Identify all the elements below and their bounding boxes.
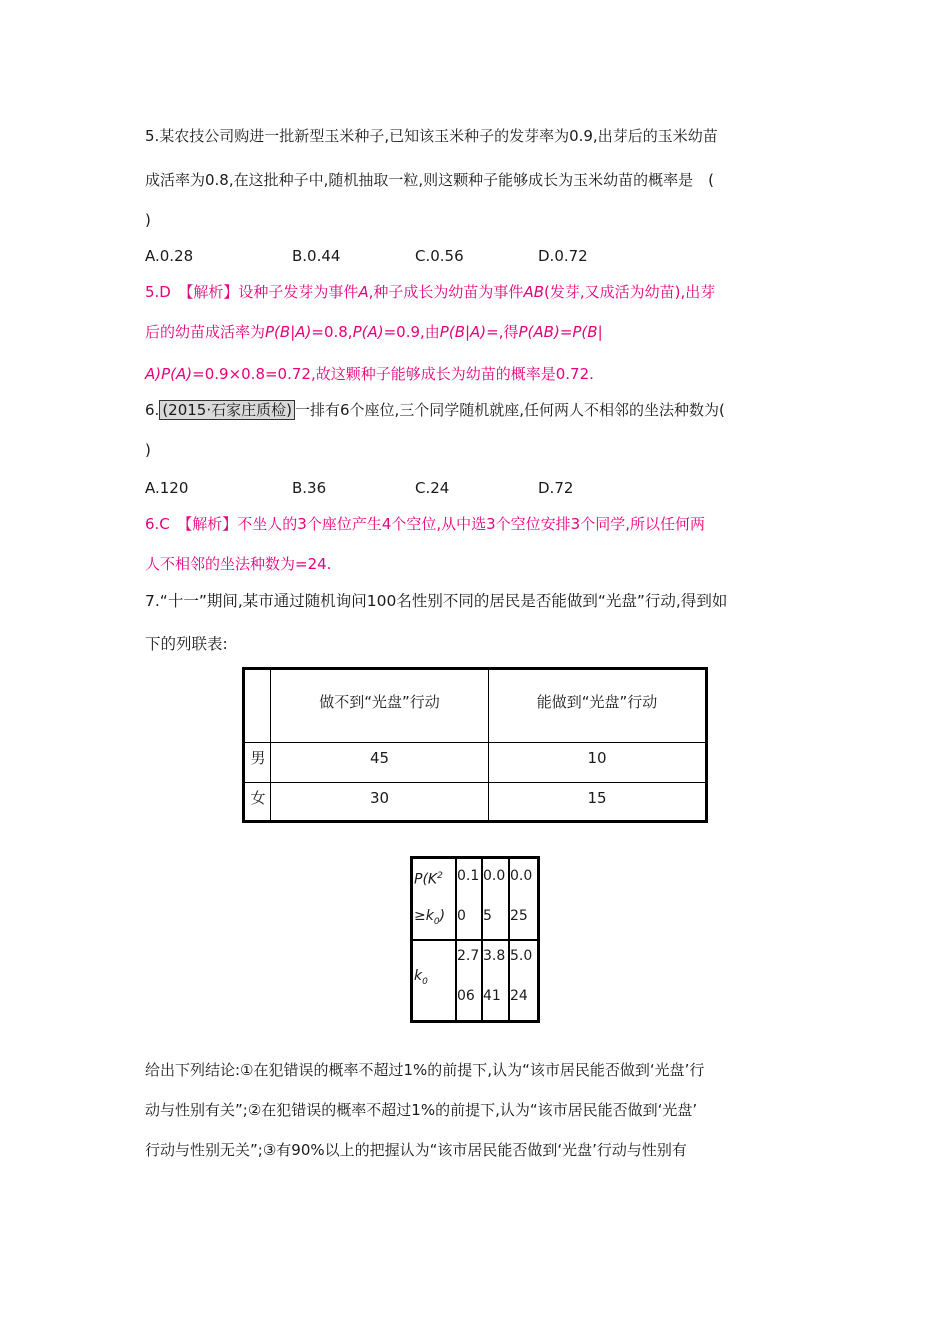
p-value: 0.1 (457, 868, 480, 884)
conclusions-line-3: 行动与性别无关”;③有90%以上的把握认为“该市居民能否做到‘光盘’行动与性别有 (145, 1141, 687, 1159)
q5-option-b: B.0.44 (292, 247, 341, 265)
table-header-cannot: 做不到“光盘”行动 (319, 693, 440, 711)
q5-answer-text: =,得 (486, 323, 519, 341)
p-value: 0.0 (483, 868, 506, 884)
contingency-table (242, 667, 708, 823)
q6-line-1 (145, 400, 725, 420)
k-value: 06 (457, 988, 475, 1004)
k0-label (414, 967, 428, 991)
k-value: 3.8 (483, 948, 506, 964)
q6-option-d: D.72 (538, 479, 574, 497)
q5-answer-text: ,种子成长为幼苗为事件 (368, 283, 524, 301)
table-header-can: 能做到“光盘”行动 (536, 693, 658, 711)
q6-number: 6. (145, 401, 160, 419)
q5-line-3: ) (145, 211, 151, 229)
q6-option-b: B.36 (292, 479, 327, 497)
q5-answer-text: =0.8, (311, 323, 353, 341)
label-sub: 0 (433, 916, 440, 927)
label-sub: 0 (422, 976, 428, 987)
k-value: 5.0 (510, 948, 533, 964)
k-value: 41 (483, 988, 501, 1004)
q5-option-c: C.0.56 (415, 247, 464, 265)
q6-answer-line-1: 6.C 【解析】不坐人的3个座位产生4个空位,从中选3个空位安排3个同学,所以任何两 (145, 515, 705, 533)
q6-text: 一排有6个座位,三个同学随机就座,任何两人不相邻的坐法种数为( (294, 401, 725, 419)
q5-answer-var: =P(B| (559, 323, 603, 341)
table-cell: 45 (369, 749, 390, 767)
q5-answer-text: =0.9×0.8=0.72,故这颗种子能够成长为幼苗的概率是0.72. (192, 365, 594, 383)
q5-answer-line-2 (145, 322, 603, 342)
table-cell: 15 (587, 789, 607, 807)
table-divider (245, 782, 705, 783)
q6-source-tag: (2015·石家庄质检) (159, 400, 295, 420)
table-divider (413, 939, 537, 941)
q5-answer-text: 后的幼苗成活率为 (145, 323, 266, 341)
table-cell: 10 (587, 749, 607, 767)
q6-option-c: C.24 (415, 479, 450, 497)
p-value: 0 (457, 908, 466, 924)
label-part: k (414, 968, 423, 984)
q5-line-1: 5.某农技公司购进一批新型玉米种子,已知该玉米种子的发芽率为0.9,出芽后的玉米幼苗 (145, 127, 718, 145)
conclusions-line-2: 动与性别有关”;②在犯错误的概率不超过1%的前提下,认为“该市居民能否做到‘光盘’ (145, 1101, 698, 1119)
q5-answer-var: P(AB) (518, 323, 560, 341)
conclusions-line-1: 给出下列结论:①在犯错误的概率不超过1%的前提下,认为“该市居民能否做到‘光盘’行 (145, 1061, 705, 1079)
q5-line-2: 成活率为0.8,在这批种子中,随机抽取一粒,则这颗种子能够成长为玉米幼苗的概率是 ( (145, 171, 715, 189)
q5-answer-var: P(B|A) (265, 323, 312, 341)
label-part: ≥k (414, 908, 434, 924)
p-value: 5 (483, 908, 492, 924)
q6-answer-line-2: 人不相邻的坐法种数为=24. (145, 555, 332, 573)
q7-line-2: 下的列联表: (145, 635, 228, 653)
q5-answer-var: P(A) (352, 323, 384, 341)
row-label-male: 男 (250, 749, 266, 767)
k-value: 2.7 (457, 948, 480, 964)
label-part: ) (439, 908, 446, 924)
q6-line-2: ) (145, 441, 151, 459)
q5-option-a: A.0.28 (145, 247, 194, 265)
q5-answer-text: 设种子发芽为事件 (238, 283, 359, 301)
p-value: 0.0 (510, 868, 533, 884)
q5-answer-var: P(B|A) (439, 323, 487, 341)
table-divider (245, 742, 705, 743)
probability-label (414, 867, 443, 889)
q5-answer-head: 5.D 【解析】 (145, 283, 239, 301)
probability-label-2 (414, 907, 445, 931)
q5-answer-var: A) (145, 365, 162, 383)
row-label-female: 女 (250, 789, 266, 807)
q5-answer-var: AB (523, 283, 544, 301)
label-sup: 2 (437, 871, 443, 881)
q6-option-a: A.120 (145, 479, 189, 497)
q5-answer-line-3 (145, 364, 594, 384)
q5-answer-var: A (358, 283, 369, 301)
p-value: 25 (510, 908, 528, 924)
q5-answer-line-1 (145, 282, 715, 302)
q5-answer-text: (发芽,又成活为幼苗),出芽 (544, 283, 716, 301)
table-cell: 30 (369, 789, 390, 807)
q5-option-d: D.0.72 (538, 247, 588, 265)
critical-value-table (410, 856, 540, 1023)
q7-line-1: 7.“十一”期间,某市通过随机询问100名性别不同的居民是否能做到“光盘”行动,得到如 (145, 592, 728, 610)
label-part: P(K (414, 871, 438, 888)
k-value: 24 (510, 988, 528, 1004)
q5-answer-text: =0.9,由 (383, 323, 440, 341)
q5-answer-var: P(A) (161, 365, 193, 383)
